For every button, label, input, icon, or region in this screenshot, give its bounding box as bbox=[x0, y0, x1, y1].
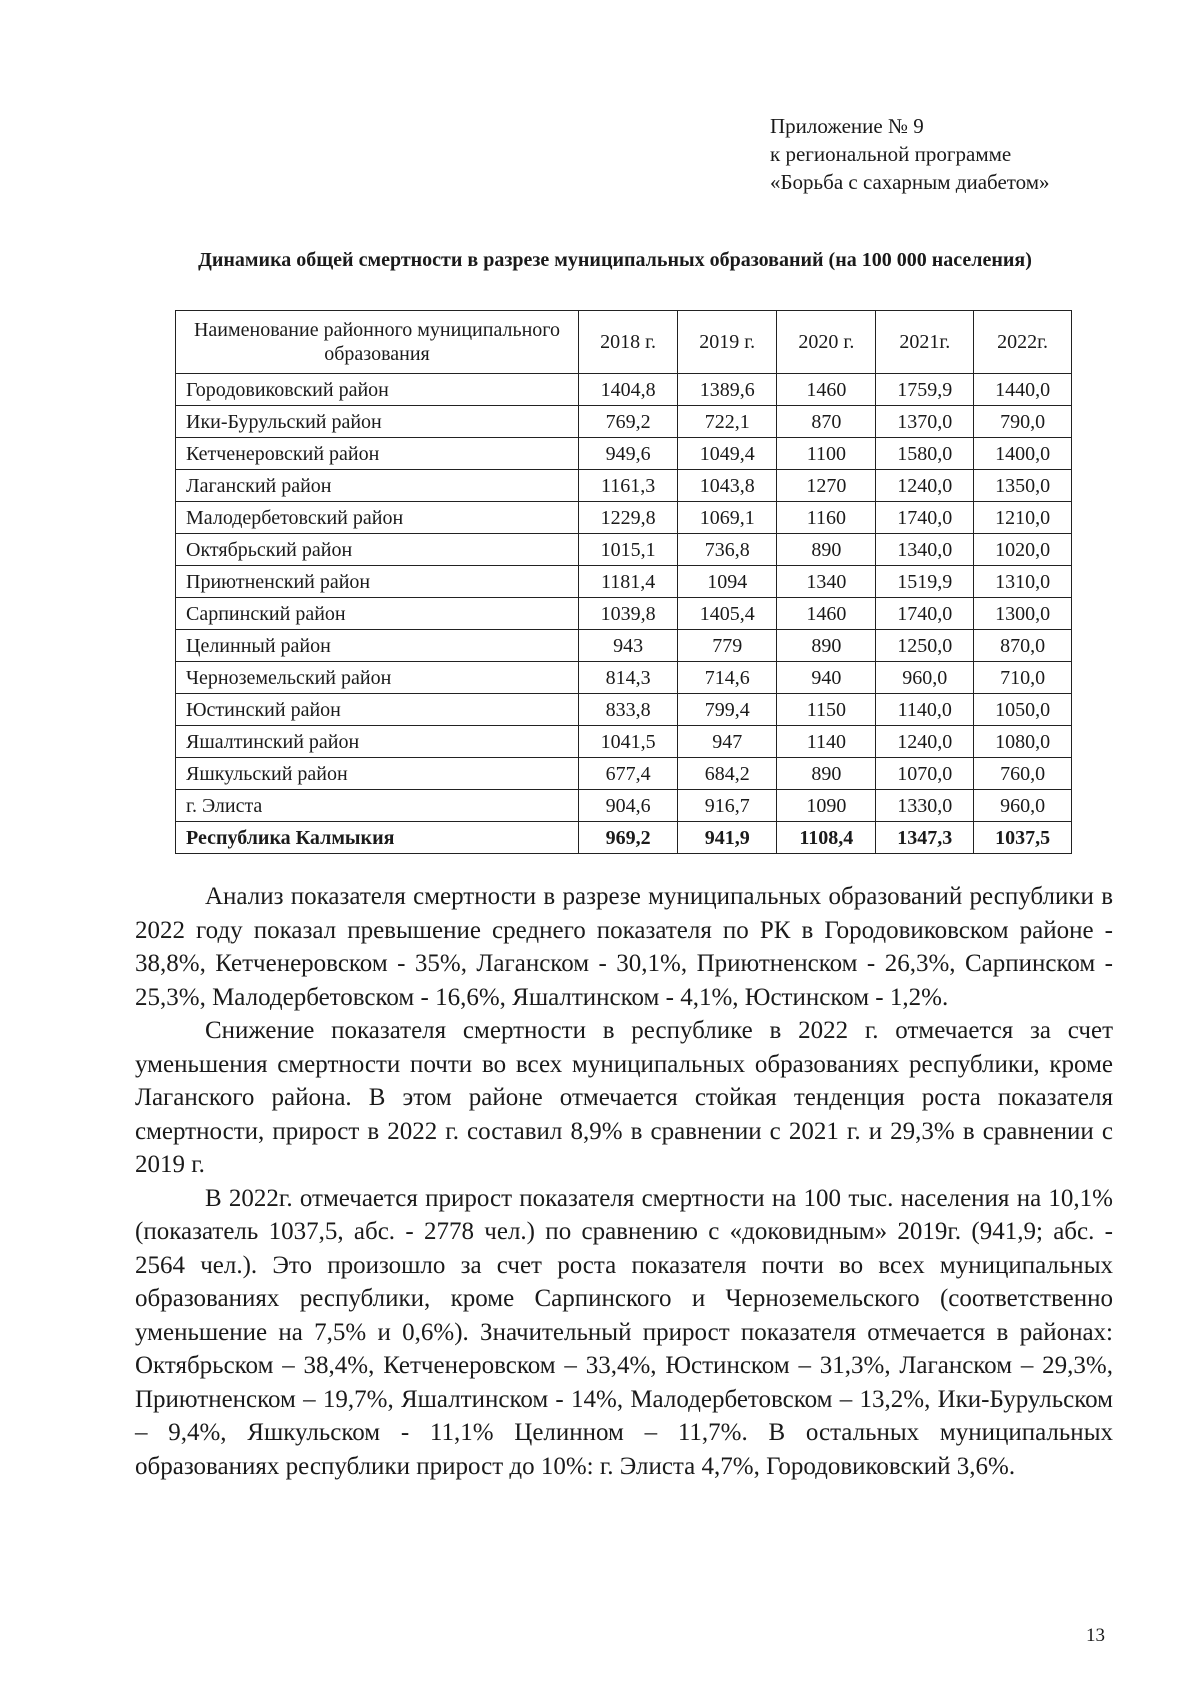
analysis-text bbox=[135, 880, 1113, 1483]
table-cell-value: 1160 bbox=[777, 502, 876, 534]
table-cell-value: 760,0 bbox=[974, 758, 1072, 790]
table-cell-value: 1240,0 bbox=[876, 470, 974, 502]
paragraph: В 2022г. отмечается прирост показателя смертности на 100 тыс. населения на 10,1% (показатель 1037,5, абс. - 2778 чел.) по сравнению с «доковидным» 2019г. (941,9; абс. - 2564 чел.). Это произошло за счет роста показателя почти во всех муниципальных образованиях республики, кроме Сарпинского и Черноземельского (соответственно уменьшение на 7,5% и 0,6%). Значительный прирост показателя отмечается в районах: Октябрьском – 38,4%, Кетченеровском – 33,4%, Юстинском – 31,3%, Лаганском – 29,3%, Приютненском – 19,7%, Яшалтинском - 14%, Малодербетовском – 13,2%, Ики-Бурульском – 9,4%, Яшкульском - 11,1% Целинном – 11,7%. В остальных муниципальных образованиях республики прирост до 10%: г. Элиста 4,7%, Городовиковский 3,6%. bbox=[135, 1184, 1113, 1480]
table-cell-value: 1460 bbox=[777, 598, 876, 630]
table-cell-value: 1015,1 bbox=[579, 534, 678, 566]
table-cell-value: 1049,4 bbox=[678, 438, 777, 470]
table-cell-value: 1580,0 bbox=[876, 438, 974, 470]
table-cell-value: 960,0 bbox=[974, 790, 1072, 822]
table-cell-district: г. Элиста bbox=[176, 790, 579, 822]
table-row bbox=[176, 438, 1072, 470]
table-cell-district: Приютненский район bbox=[176, 566, 579, 598]
table-cell-value: 1100 bbox=[777, 438, 876, 470]
table-cell-value: 1069,1 bbox=[678, 502, 777, 534]
table-cell-district: Целинный район bbox=[176, 630, 579, 662]
appendix-program-name: «Борьба с сахарным диабетом» bbox=[770, 170, 1050, 194]
table-cell-value: 1140,0 bbox=[876, 694, 974, 726]
table-cell-value: 1080,0 bbox=[974, 726, 1072, 758]
table-cell-district: Городовиковский район bbox=[176, 374, 579, 406]
table-cell-value: 1400,0 bbox=[974, 438, 1072, 470]
table-cell-value: 1347,3 bbox=[876, 822, 974, 854]
column-header-2018: 2018 г. bbox=[579, 311, 678, 374]
table-cell-district: Республика Калмыкия bbox=[176, 822, 579, 854]
table-row bbox=[176, 374, 1072, 406]
table-cell-value: 870 bbox=[777, 406, 876, 438]
table-cell-value: 1240,0 bbox=[876, 726, 974, 758]
table-cell-value: 790,0 bbox=[974, 406, 1072, 438]
table-cell-value: 1759,9 bbox=[876, 374, 974, 406]
table-cell-value: 1440,0 bbox=[974, 374, 1072, 406]
table-cell-value: 1140 bbox=[777, 726, 876, 758]
table-cell-district: Сарпинский район bbox=[176, 598, 579, 630]
table-cell-value: 1039,8 bbox=[579, 598, 678, 630]
table-cell-value: 1300,0 bbox=[974, 598, 1072, 630]
paragraph: Анализ показателя смертности в разрезе муниципальных образований республики в 2022 году показал превышение среднего показателя по РК в Городовиковском районе - 38,8%, Кетченеровском - 35%, Лаганском - 30,1%, Приютненском - 26,3%, Сарпинском - 25,3%, Малодербетовском - 16,6%, Яшалтинском - 4,1%, Юстинском - 1,2%. bbox=[135, 883, 1113, 1011]
table-cell-value: 960,0 bbox=[876, 662, 974, 694]
table-row bbox=[176, 534, 1072, 566]
table-cell-value: 904,6 bbox=[579, 790, 678, 822]
column-header-2022: 2022г. bbox=[974, 311, 1072, 374]
table-cell-value: 1161,3 bbox=[579, 470, 678, 502]
table-cell-value: 1108,4 bbox=[777, 822, 876, 854]
table-cell-value: 940 bbox=[777, 662, 876, 694]
table-cell-district: Кетченеровский район bbox=[176, 438, 579, 470]
table-cell-value: 1389,6 bbox=[678, 374, 777, 406]
table-cell-value: 1181,4 bbox=[579, 566, 678, 598]
table-cell-value: 799,4 bbox=[678, 694, 777, 726]
column-header-name: Наименование районного муниципального образования bbox=[176, 311, 579, 374]
table-cell-value: 1370,0 bbox=[876, 406, 974, 438]
table-cell-value: 1150 bbox=[777, 694, 876, 726]
table-cell-district: Черноземельский район bbox=[176, 662, 579, 694]
table-cell-district: Лаганский район bbox=[176, 470, 579, 502]
page-number: 13 bbox=[1086, 1625, 1105, 1646]
table-cell-value: 1740,0 bbox=[876, 598, 974, 630]
table-row-total bbox=[176, 822, 1072, 854]
table-cell-value: 1330,0 bbox=[876, 790, 974, 822]
table-row bbox=[176, 662, 1072, 694]
table-cell-value: 769,2 bbox=[579, 406, 678, 438]
mortality-table bbox=[175, 310, 1072, 854]
table-cell-value: 1094 bbox=[678, 566, 777, 598]
table-row bbox=[176, 758, 1072, 790]
table-cell-value: 949,6 bbox=[579, 438, 678, 470]
appendix-program-ref: к региональной программе bbox=[770, 142, 1012, 166]
paragraph: Снижение показателя смертности в республике в 2022 г. отмечается за счет уменьшения смертности почти во всех муниципальных образованиях республики, кроме Лаганского района. В этом районе отмечается стойкая тенденция роста показателя смертности, прирост в 2022 г. составил 8,9% в сравнении с 2021 г. и 29,3% в сравнении с 2019 г. bbox=[135, 1017, 1113, 1178]
table-cell-value: 1041,5 bbox=[579, 726, 678, 758]
table-cell-district: Октябрьский район bbox=[176, 534, 579, 566]
table-cell-value: 1090 bbox=[777, 790, 876, 822]
table-cell-value: 722,1 bbox=[678, 406, 777, 438]
table-cell-value: 1340 bbox=[777, 566, 876, 598]
table-row bbox=[176, 694, 1072, 726]
table-cell-value: 736,8 bbox=[678, 534, 777, 566]
table-cell-value: 1210,0 bbox=[974, 502, 1072, 534]
table-cell-value: 1043,8 bbox=[678, 470, 777, 502]
table-row bbox=[176, 630, 1072, 662]
table-cell-value: 1229,8 bbox=[579, 502, 678, 534]
table-row bbox=[176, 790, 1072, 822]
table-cell-district: Юстинский район bbox=[176, 694, 579, 726]
table-cell-value: 1519,9 bbox=[876, 566, 974, 598]
column-header-2020: 2020 г. bbox=[777, 311, 876, 374]
table-cell-value: 947 bbox=[678, 726, 777, 758]
column-header-2021: 2021г. bbox=[876, 311, 974, 374]
table-cell-value: 1350,0 bbox=[974, 470, 1072, 502]
table-title: Динамика общей смертности в разрезе муниципальных образований (на 100 000 населения) bbox=[198, 249, 1032, 271]
table-row bbox=[176, 406, 1072, 438]
appendix-header bbox=[770, 112, 1050, 196]
table-cell-value: 833,8 bbox=[579, 694, 678, 726]
table-cell-value: 1404,8 bbox=[579, 374, 678, 406]
table-cell-value: 677,4 bbox=[579, 758, 678, 790]
table-cell-value: 1070,0 bbox=[876, 758, 974, 790]
table-header-row bbox=[176, 311, 1072, 374]
table-cell-value: 1020,0 bbox=[974, 534, 1072, 566]
table-cell-value: 916,7 bbox=[678, 790, 777, 822]
table-cell-value: 943 bbox=[579, 630, 678, 662]
table-cell-district: Яшкульский район bbox=[176, 758, 579, 790]
table-cell-value: 1270 bbox=[777, 470, 876, 502]
table-cell-value: 1310,0 bbox=[974, 566, 1072, 598]
table-cell-value: 1250,0 bbox=[876, 630, 974, 662]
table-cell-value: 1740,0 bbox=[876, 502, 974, 534]
table-cell-district: Яшалтинский район bbox=[176, 726, 579, 758]
table-row bbox=[176, 726, 1072, 758]
table-cell-district: Ики-Бурульский район bbox=[176, 406, 579, 438]
column-header-2019: 2019 г. bbox=[678, 311, 777, 374]
table-cell-value: 941,9 bbox=[678, 822, 777, 854]
table-cell-value: 1405,4 bbox=[678, 598, 777, 630]
table-cell-value: 969,2 bbox=[579, 822, 678, 854]
table-row bbox=[176, 470, 1072, 502]
table-cell-value: 779 bbox=[678, 630, 777, 662]
table-cell-value: 890 bbox=[777, 534, 876, 566]
table-row bbox=[176, 598, 1072, 630]
table-cell-value: 890 bbox=[777, 758, 876, 790]
table-cell-value: 1037,5 bbox=[974, 822, 1072, 854]
table-cell-value: 1050,0 bbox=[974, 694, 1072, 726]
table-cell-value: 890 bbox=[777, 630, 876, 662]
table-cell-value: 814,3 bbox=[579, 662, 678, 694]
table-cell-value: 1460 bbox=[777, 374, 876, 406]
table-cell-value: 714,6 bbox=[678, 662, 777, 694]
table-cell-district: Малодербетовский район bbox=[176, 502, 579, 534]
table-cell-value: 710,0 bbox=[974, 662, 1072, 694]
table-body bbox=[176, 374, 1072, 854]
table-row bbox=[176, 502, 1072, 534]
appendix-number: Приложение № 9 bbox=[770, 114, 924, 138]
table-cell-value: 1340,0 bbox=[876, 534, 974, 566]
table-row bbox=[176, 566, 1072, 598]
table-cell-value: 870,0 bbox=[974, 630, 1072, 662]
table-cell-value: 684,2 bbox=[678, 758, 777, 790]
